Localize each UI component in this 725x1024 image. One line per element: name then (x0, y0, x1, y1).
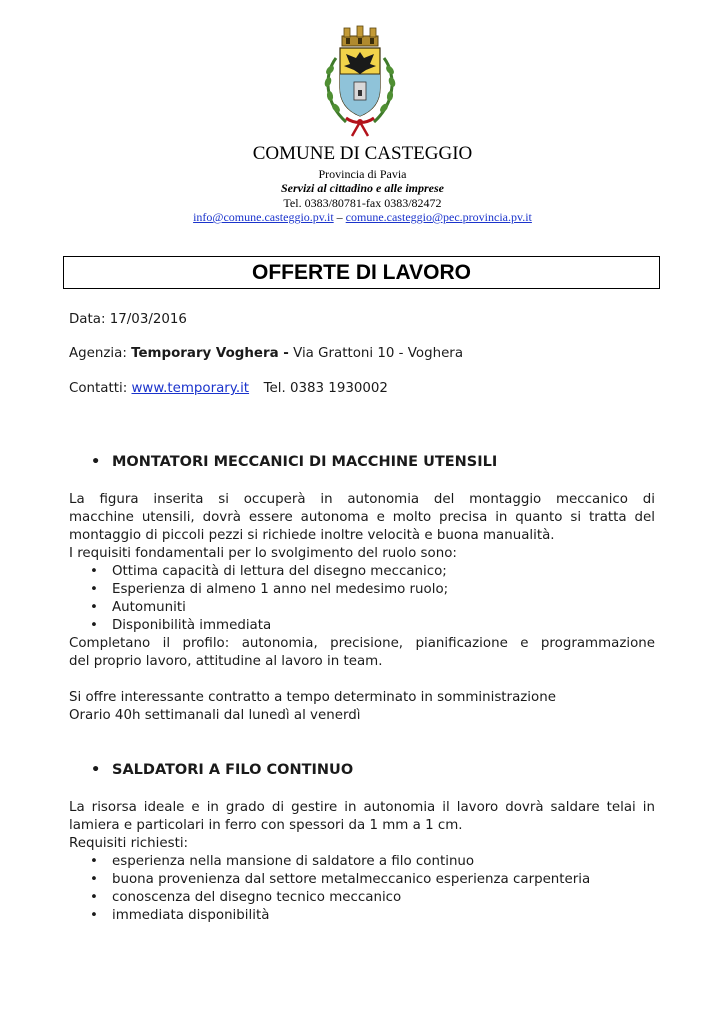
bullet-icon: • (90, 890, 98, 905)
email-line (0, 210, 725, 225)
bullet-icon: • (90, 582, 98, 597)
date-value: 17/03/2016 (109, 312, 187, 327)
list-item-text: Esperienza di almeno 1 anno nel medesimo ruolo; (112, 582, 449, 597)
bullet-icon: • (91, 762, 101, 778)
list-item (90, 853, 590, 871)
bullet-icon: • (90, 872, 98, 887)
bullet-icon: • (90, 600, 98, 615)
contacts-label: Contatti: (69, 381, 128, 396)
job1-requirements-list (90, 563, 448, 635)
list-item (90, 617, 448, 635)
website-link[interactable]: www.temporary.it (131, 381, 250, 396)
date-label: Data: (69, 312, 106, 327)
job1-desc-line: La figura inserita si occuperà in autonomia del montaggio meccanico di (69, 492, 655, 507)
document-title: OFFERTE DI LAVORO (63, 256, 660, 289)
agency-line (69, 345, 463, 363)
job1-offer: Si offre interessante contratto a tempo determinato in somministrazione (69, 690, 556, 705)
job2-title-text: SALDATORI A FILO CONTINUO (112, 762, 354, 778)
services-text: Servizi al cittadino e alle imprese (281, 181, 444, 195)
list-item (90, 907, 590, 925)
agency-address: Via Grattoni 10 - Voghera (293, 346, 464, 361)
job1-profile-line: del proprio lavoro, attitudine al lavoro in team. (69, 654, 383, 669)
job1-desc-line: macchine utensili, dovrà essere autonoma e molto precisa in quanto si tratta del (69, 510, 655, 525)
bullet-icon: • (90, 908, 98, 923)
list-item-text: Disponibilità immediata (112, 618, 272, 633)
job1-title (91, 454, 497, 470)
list-item (90, 581, 448, 599)
list-item (90, 563, 448, 581)
bullet-icon: • (90, 854, 98, 869)
phone-fax-text: Tel. 0383/80781-fax 0383/82472 (283, 196, 442, 210)
bullet-icon: • (90, 564, 98, 579)
job2-desc-line: lamiera e particolari in ferro con spessori da 1 mm a 1 cm. (69, 818, 463, 833)
date-line (69, 311, 187, 329)
list-item (90, 599, 448, 617)
email-link[interactable]: info@comune.casteggio.pv.it (193, 210, 334, 224)
job2-requirements-list (90, 853, 590, 925)
email-separator: – (336, 210, 343, 224)
list-item-text: conoscenza del disegno tecnico meccanico (112, 890, 402, 905)
list-item-text: Automuniti (112, 600, 186, 615)
province-text: Provincia di Pavia (318, 167, 407, 181)
contacts-line (69, 380, 388, 398)
agency-name: Temporary Voghera - (131, 346, 289, 361)
job1-desc-line: montaggio di piccoli pezzi si richiede inoltre velocità e buona manualità. (69, 528, 555, 543)
pec-email-link[interactable]: comune.casteggio@pec.provincia.pv.it (345, 210, 532, 224)
list-item-text: immediata disponibilità (112, 908, 270, 923)
list-item-text: Ottima capacità di lettura del disegno meccanico; (112, 564, 447, 579)
municipality-title: COMUNE DI CASTEGGIO (252, 143, 473, 164)
bullet-icon: • (90, 618, 98, 633)
job1-profile-line: Completano il profilo: autonomia, precisione, pianificazione e programmazione (69, 636, 655, 651)
crown-icon (342, 26, 378, 46)
coat-of-arms-logo (318, 24, 402, 140)
contacts-phone: Tel. 0383 1930002 (263, 381, 388, 396)
agency-label: Agenzia: (69, 346, 127, 361)
job1-title-text: MONTATORI MECCANICI DI MACCHINE UTENSILI (112, 454, 498, 470)
job2-title (91, 762, 353, 778)
job1-hours: Orario 40h settimanali dal lunedì al venerdì (69, 708, 361, 723)
list-item (90, 889, 590, 907)
bullet-icon: • (91, 454, 101, 470)
list-item-text: esperienza nella mansione di saldatore a filo continuo (112, 854, 475, 869)
job2-req-intro: Requisiti richiesti: (69, 836, 189, 851)
job1-req-intro: I requisiti fondamentali per lo svolgimento del ruolo sono: (69, 546, 457, 561)
list-item-text: buona provenienza dal settore metalmeccanico esperienza carpenteria (112, 872, 591, 887)
job2-desc-line: La risorsa ideale e in grado di gestire in autonomia il lavoro dovrà saldare telai in (69, 800, 655, 815)
list-item (90, 871, 590, 889)
